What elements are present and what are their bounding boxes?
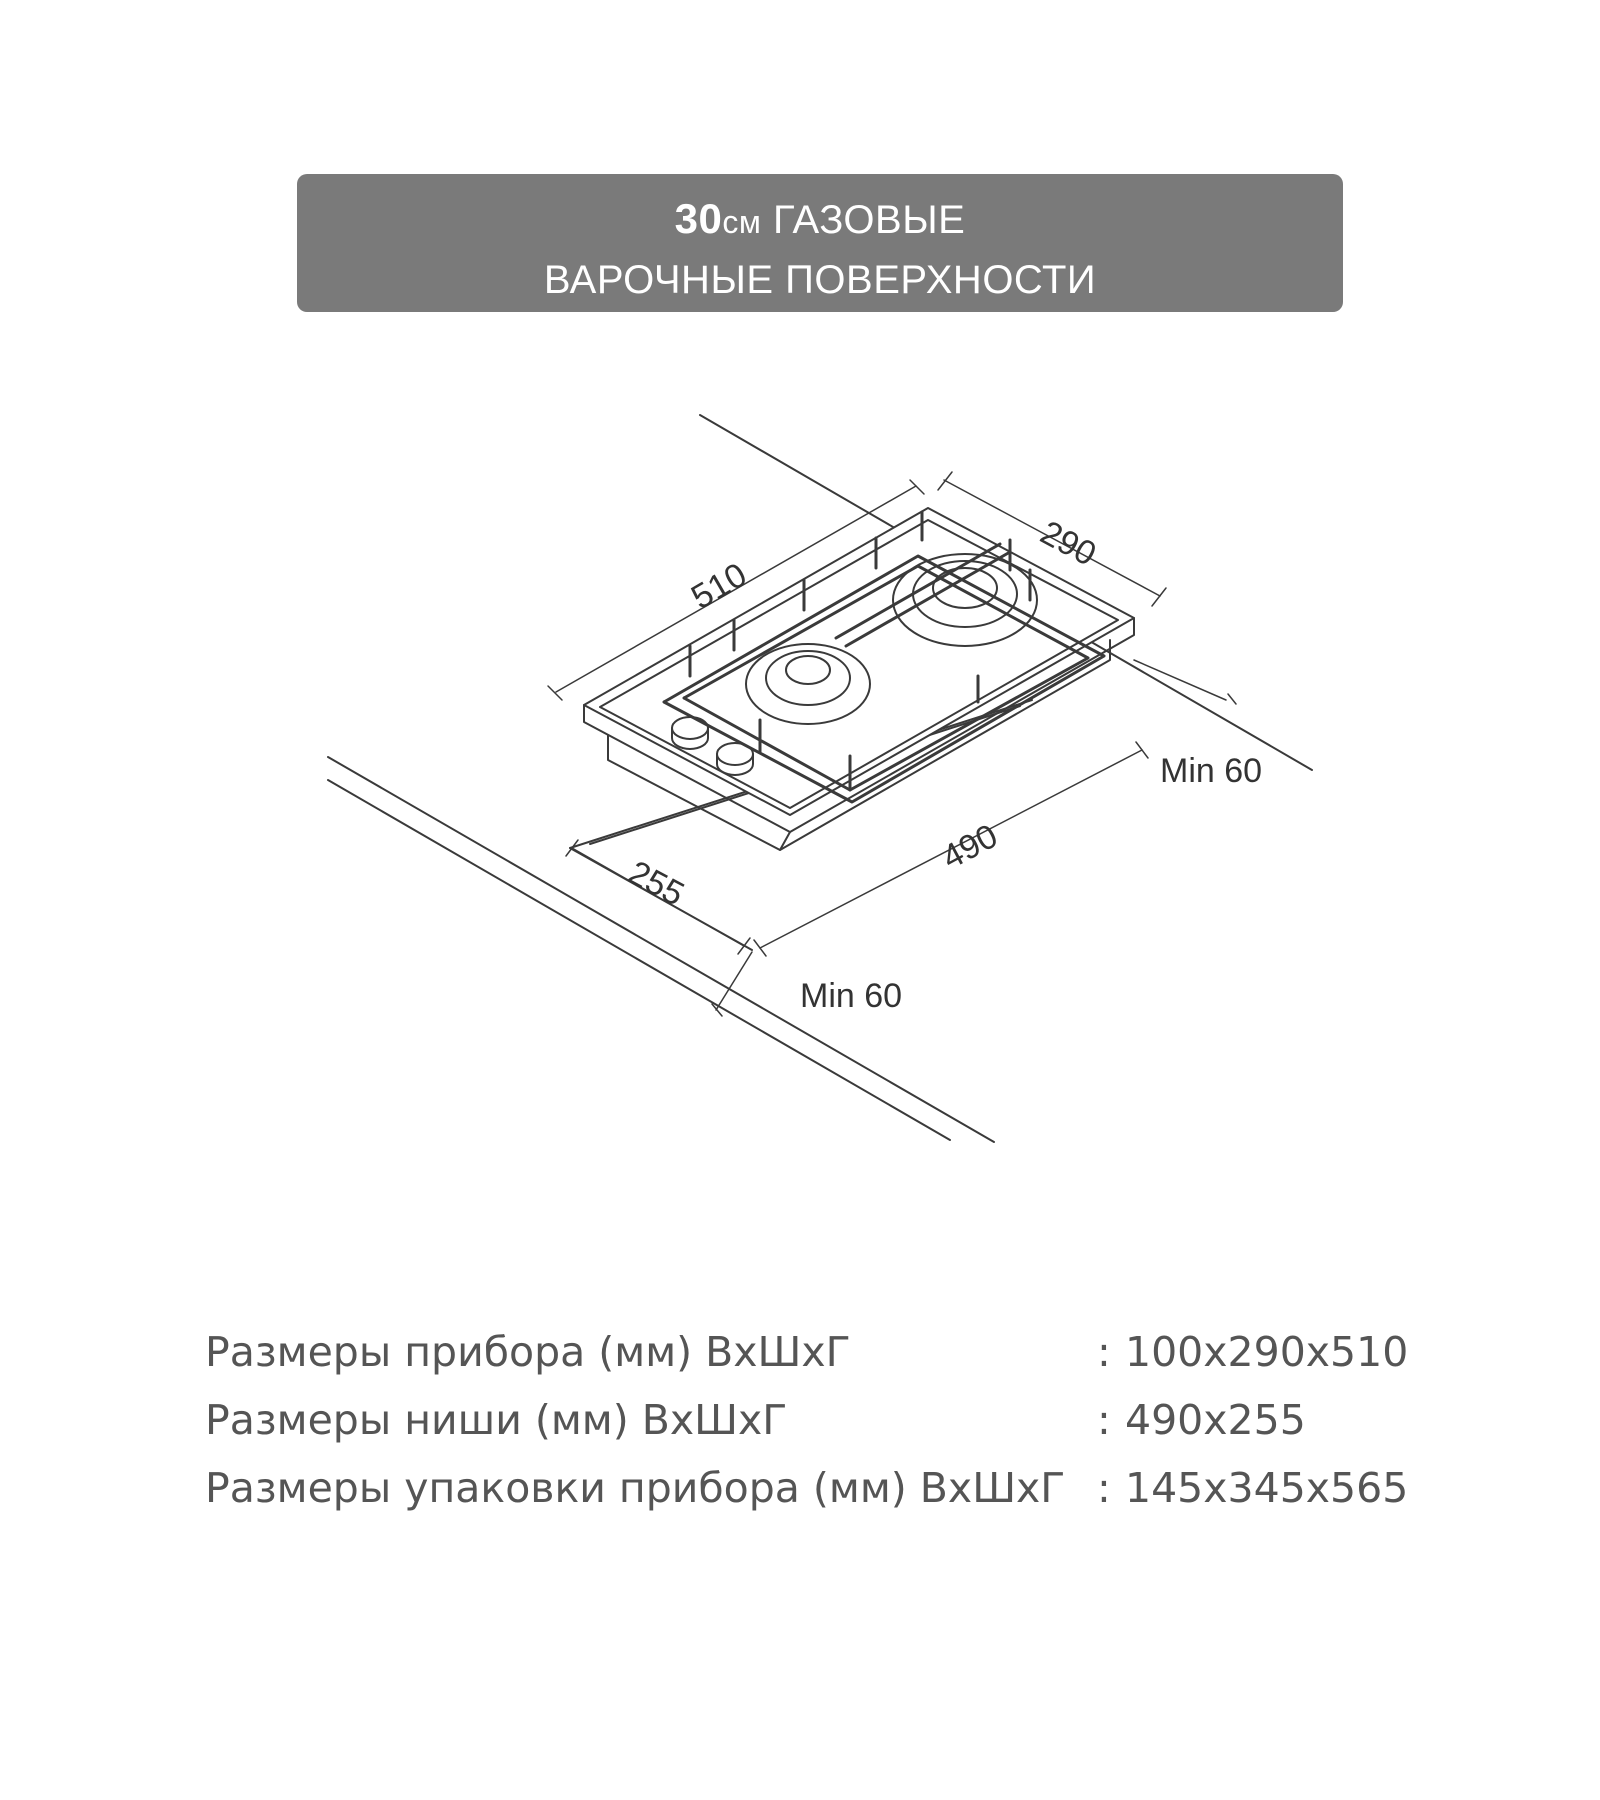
dim-label-510: 510 [685, 555, 754, 617]
spec-value: 100x290x510 [1125, 1328, 1409, 1376]
countertop-front-edge-bottom [328, 780, 950, 1140]
spec-colon: : [1097, 1396, 1111, 1444]
dim-label-490: 490 [935, 816, 1004, 878]
spec-value: 145x345x565 [1125, 1464, 1409, 1512]
specs-list [205, 1328, 1455, 1532]
countertop-front-edge-top [328, 757, 994, 1142]
min-front-label: Min 60 [800, 977, 903, 1015]
min-side-label: Min 60 [1160, 752, 1263, 790]
dim-line-min-front [712, 952, 752, 1016]
spec-row-package [205, 1464, 1455, 1532]
spec-label: Размеры упаковки прибора (мм) ВхШхГ [205, 1464, 1066, 1512]
title-line-2: ВАРОЧНЫЕ ПОВЕРХНОСТИ [543, 258, 1097, 302]
spec-colon: : [1097, 1328, 1111, 1376]
spec-label: Размеры прибора (мм) ВхШхГ [205, 1328, 851, 1376]
spec-value: 490x255 [1125, 1396, 1306, 1444]
spec-label: Размеры ниши (мм) ВхШхГ [205, 1396, 788, 1444]
dim-label-255: 255 [622, 853, 691, 914]
dim-label-290: 290 [1034, 513, 1103, 574]
spec-row-niche [205, 1396, 1455, 1464]
title-size-unit: см [722, 204, 762, 240]
title-line-1-text: ГАЗОВЫЕ [761, 198, 966, 242]
title-size-number: 30 [674, 195, 723, 242]
spec-row-device [205, 1328, 1455, 1396]
spec-colon: : [1097, 1464, 1111, 1512]
